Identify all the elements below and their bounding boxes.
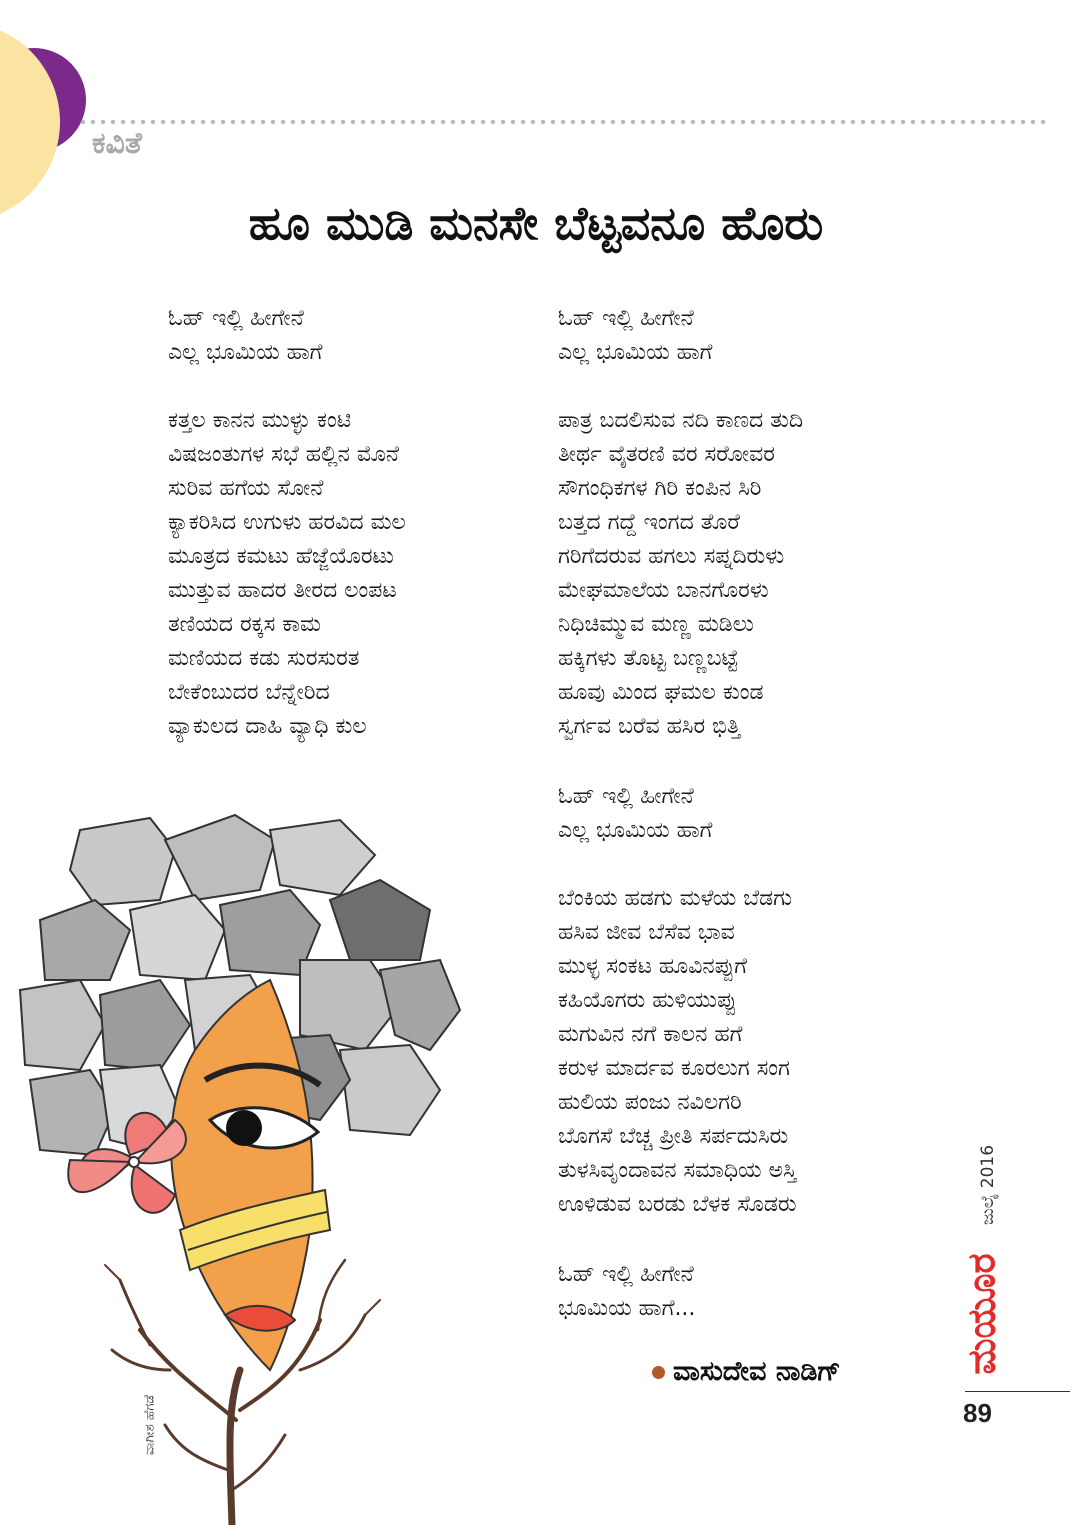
right-stanza-refrain-2 <box>558 780 712 848</box>
poem-line: ಮುತ್ತುವ ಹಾದರ ತೀರದ ಲಂಪಟ <box>168 578 397 603</box>
bullet-dot-icon <box>652 1366 665 1379</box>
poem-line: ಮಗುವಿನ ನಗೆ ಕಾಲನ ಹಗೆ <box>558 1022 743 1047</box>
poem-line: ವಿಷಜಂತುಗಳ ಸಭೆ ಹಲ್ಲಿನ ಮೊನೆ <box>168 442 400 467</box>
poem-line: ಪಾತ್ರ ಬದಲಿಸುವ ನದಿ ಕಾಣದ ತುದಿ <box>558 408 804 433</box>
magazine-logo: ಮಯೂರ <box>959 1253 1004 1375</box>
poem-line: ಬೆಂಕಿಯ ಹಡಗು ಮಳೆಯ ಬೆಡಗು <box>558 886 793 911</box>
poem-line: ಓಹ್ ಇಲ್ಲಿ ಹೀಗೇನೆ <box>558 306 694 331</box>
poem-line: ಮಣಿಯದ ಕಡು ಸುರಸುರತ <box>168 646 360 671</box>
poem-line: ಮೂತ್ರದ ಕಮಟು ಹೆಜ್ಜೆಯೊರಟು <box>168 544 394 569</box>
poem-line: ವ್ಯಾಕುಲದ ದಾಹಿ ವ್ಯಾಧಿ ಕುಲ <box>168 714 367 739</box>
poem-line: ಗರಿಗೆದರುವ ಹಗಲು ಸಪ್ನದಿರುಳು <box>558 544 785 569</box>
poem-line: ಕಹಿಯೊಗರು ಹುಳಿಯುಪ್ಪು <box>558 988 737 1013</box>
poem-line: ಕರುಳ ಮಾರ್ದವ ಕೂರಲುಗ ಸಂಗ <box>558 1056 790 1081</box>
poem-line: ಓಹ್ ಇಲ್ಲಿ ಹೀಗೇನೆ <box>558 784 694 809</box>
section-tag: ಕವಿತೆ <box>92 126 142 161</box>
issue-date: ಜುಲೈ 2016 <box>978 1144 998 1226</box>
poem-line: ತುಳಸಿವೃಂದಾವನ ಸಮಾಧಿಯ ಅಸ್ತಿ <box>558 1158 797 1183</box>
illustration-face-tree <box>0 810 480 1525</box>
poem-line: ಸುರಿವ ಹಗೆಯ ಸೋನೆ <box>168 476 324 501</box>
poem-line: ಎಲ್ಲ ಭೂಮಿಯ ಹಾಗೆ <box>558 818 713 843</box>
author-byline <box>652 1356 841 1388</box>
poem-line: ಹುಲಿಯ ಪಂಜು ನವಿಲಗರಿ <box>558 1090 742 1115</box>
poem-line: ಭೂಮಿಯ ಹಾಗೆ... <box>558 1296 696 1321</box>
right-stanza-closing <box>558 1258 695 1326</box>
left-stanza-2 <box>168 404 406 744</box>
illustration-credit: ವಾಗೀಶ ಹೆಗಡೆ <box>142 1394 158 1456</box>
poem-line: ತಣಿಯದ ರಕ್ಕಸ ಕಾಮ <box>168 612 321 637</box>
poem-line: ಎಲ್ಲ ಭೂಮಿಯ ಹಾಗೆ <box>168 340 323 365</box>
poem-line: ಕತ್ತಲ ಕಾನನ ಮುಳ್ಳು ಕಂಟಿ <box>168 408 352 433</box>
author-name: ವಾಸುದೇವ ನಾಡಿಗ್ <box>673 1356 841 1387</box>
poem-line: ಸ್ವರ್ಗವ ಬರೆವ ಹಸಿರ ಭಿತ್ತಿ <box>558 714 741 739</box>
poem-line: ತೀರ್ಥ ವೈತರಣಿ ವರ ಸರೋವರ <box>558 442 775 467</box>
poem-line: ಸೌಗಂಧಿಕಗಳ ಗಿರಿ ಕಂಪಿನ ಸಿರಿ <box>558 476 762 501</box>
poem-title: ಹೂ ಮುಡಿ ಮನಸೇ ಬೆಟ್ಟವನೂ ಹೊರು <box>248 196 824 250</box>
left-stanza-refrain <box>168 302 322 370</box>
poem-line: ಓಹ್ ಇಲ್ಲಿ ಹೀಗೇನೆ <box>558 1262 694 1287</box>
dotted-divider <box>78 119 1046 125</box>
poem-line: ಹಕ್ಕಿಗಳು ತೊಟ್ಟ ಬಣ್ಣಬಟ್ಟೆ <box>558 646 739 671</box>
right-stanza-2 <box>558 404 803 744</box>
poem-line: ಮುಳ್ಳ ಸಂಕಟ ಹೂವಿನಪ್ಪುಗೆ <box>558 954 748 979</box>
poem-line: ಊಳಿಡುವ ಬರಡು ಬೆಳಕ ಸೊಡರು <box>558 1192 797 1217</box>
poem-line: ನಿಧಿಚಿಮ್ಮುವ ಮಣ್ಣ ಮಡಿಲು <box>558 612 754 637</box>
page-number-rule <box>965 1391 1070 1392</box>
poem-line: ಕ್ಯಾಕರಿಸಿದ ಉಗುಳು ಹರವಿದ ಮಲ <box>168 510 406 535</box>
corner-decoration <box>0 0 140 220</box>
poem-line: ಮೇಘಮಾಲೆಯ ಬಾನಗೊರಳು <box>558 578 769 603</box>
poem-line: ಬತ್ತದ ಗದ್ದೆ ಇಂಗದ ತೊರೆ <box>558 510 740 535</box>
right-stanza-refrain-1 <box>558 302 712 370</box>
poem-line: ಹೂವು ಮಿಂದ ಘಮಲ ಕುಂಡ <box>558 680 764 705</box>
poem-line: ಎಲ್ಲ ಭೂಮಿಯ ಹಾಗೆ <box>558 340 713 365</box>
right-stanza-4 <box>558 882 797 1222</box>
poem-line: ಓಹ್ ಇಲ್ಲಿ ಹೀಗೇನೆ <box>168 306 304 331</box>
poem-line: ಬೊಗಸೆ ಬೆಚ್ಚ ಪ್ರೀತಿ ಸರ್ಪದುಸಿರು <box>558 1124 789 1149</box>
poem-line: ಹಸಿವ ಜೀವ ಬೆಸೆವ ಭಾವ <box>558 920 735 945</box>
poem-line: ಬೇಕೆಂಬುದರ ಬೆನ್ನೇರಿದ <box>168 680 330 705</box>
page-number: 89 <box>963 1398 992 1428</box>
